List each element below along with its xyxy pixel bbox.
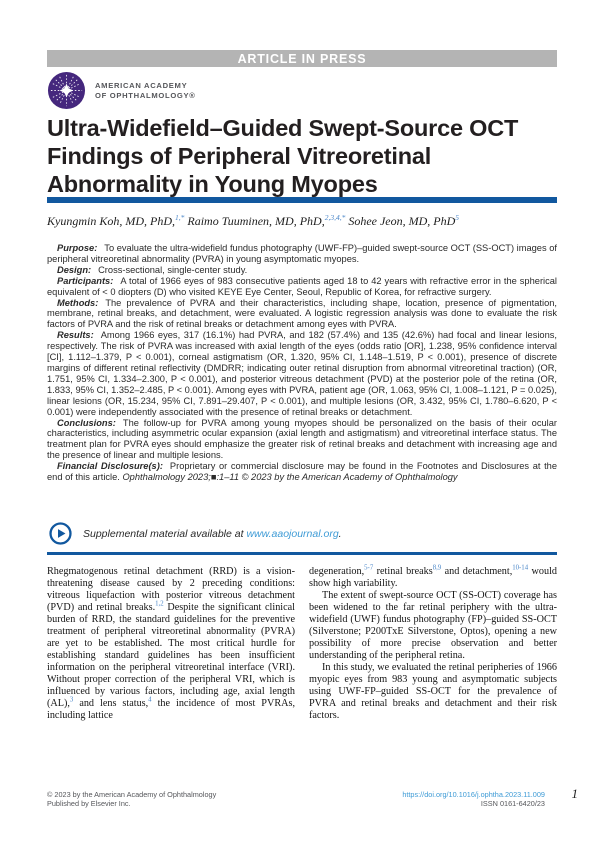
purpose-text: To evaluate the ultra-widefield fundus photography (UWF-FP)–guided swept-source OCT (SS-OCT) images of peripheral vitreoretinal abnormality (PVRA) in young asymptomatic myopes. <box>47 243 557 264</box>
citation-ref: 3 <box>69 696 74 704</box>
abstract-design <box>47 265 557 276</box>
abstract-purpose <box>47 243 557 265</box>
body-paragraph: Rhegmatogenous retinal detachment (RRD) is a vision-threatening disease caused by 2 preceding conditions: vitreous liquefaction with posterior vitreous detachment (PVD) and retinal breaks.$^{1,2}$ Despite the significant clinical burden of RRD, the standard guidelines for the preventive treatment of peripheral vitreoretinal abnormality (PVRA) are yet to be established. The most critical hurdle for establishing standard guidelines has been insufficient information on the peripheral vitreoretinal interface (VRI). Without proper correction of the peripheral VRI, which is influenced by various factors, including age, axial length (AL),$^3$ and lens status,$^4$ the incidence of most PVRAs, including lattice <box>47 566 295 721</box>
financial-text: Proprietary or commercial disclosure may be found in the Footnotes and Disclosures at the end of this article. Ophthalmology 2023;■:1–11 © 2023 by the American Academy of Ophthalmology <box>47 461 557 483</box>
results-text: Among 1966 eyes, 317 (16.1%) had PVRA, and 182 (57.4%) and 135 (42.6%) had focal and linear lesions, respectively. The risk of PVRA was increased with axial length of the eyes (odds ratio [OR], 1.238, 95% confidence interval [CI], 1.112–1.379, P < 0.001), corneal astigmatism (OR, 1.320, 95% CI, 1.148–1.519, P < 0.001), presence of discrete margins of different retinal reflectivity (DMDRR; indicating outer retinal disruption from abnormal vitreoretinal traction) (OR, 1.751, 95% CI, 1.334–2.300, P < 0.001), and posterior vitreous detachment (PVD) at the posterior pole of the retina (OR, 1.833, 95% CI, 1.352–2.485, P < 0.001). Among eyes with PVRA, patient age (OR, 1.063, 95% CI, 1.008–1.121, P = 0.025), linear lesions (OR, 15.234, 95% CI, 7.891–29.407, P < 0.001), and multiple lesions (OR, 3.432, 95% CI, 1.780–6.620, P < 0.001) were independently associated with the presence of retinal breaks or detachment. <box>47 330 557 417</box>
citation-ref: 4 <box>148 696 152 704</box>
logo-line1: AMERICAN ACADEMY <box>95 81 188 90</box>
citation-ref: 5 <box>455 213 460 222</box>
authors-text: Kyungmin Koh, MD, PhD,$^{1,*}$ Raimo Tuuminen, MD, PhD,$^{2,3,4,*}$ Sohee Jeon, MD, PhD$^5$ <box>47 213 460 228</box>
supplemental-link[interactable]: www.aaojournal.org <box>246 527 339 540</box>
supplemental-material-row <box>49 522 342 545</box>
body-columns <box>47 566 557 722</box>
title-line-3: Abnormality in Young Myopes <box>47 171 378 198</box>
participants-label: Participants: <box>57 275 114 286</box>
financial-label: Financial Disclosure(s): <box>57 461 163 472</box>
abstract-participants <box>47 276 557 298</box>
supplemental-suffix: . <box>338 527 342 540</box>
banner-label: ARTICLE IN PRESS <box>237 51 367 66</box>
copyright-line1: © 2023 by the American Academy of Ophthalmology <box>47 790 217 799</box>
title-rule <box>47 197 557 203</box>
citation-ref: 10-14 <box>512 564 529 572</box>
methods-text: The prevalence of PVRA and their characteristics, including shape, location, presence of pigmentation, membrane, retinal breaks, and detachment, were evaluated. A logistic regression analysis was done to evaluate the risk factors of PVRA and the risk of retinal breaks or detachment among eyes with PVRA. <box>47 297 557 330</box>
citation-ref: 8,9 <box>432 564 442 572</box>
purpose-label: Purpose: <box>57 243 98 253</box>
right-column <box>309 566 557 722</box>
play-icon[interactable] <box>49 522 72 545</box>
citation-ref: 5-7 <box>364 564 374 572</box>
participants-text: A total of 1966 eyes of 983 consecutive patients aged 18 to 42 years with refractive error in the spherical equivalent of < 0 diopters (D) who visited KEYE Eye Center, Seoul, Republic of Korea, for refractive surgery. <box>47 275 557 297</box>
doi-link[interactable]: https://doi.org/10.1016/j.ophtha.2023.11.009 <box>402 790 545 799</box>
supplemental-prefix: Supplemental material available at <box>83 527 247 540</box>
body-paragraph: The extent of swept-source OCT (SS-OCT) coverage has been widened to the far retinal periphery with the ultra-widefield (UWF) fundus photography (FP)–guided SS-OCT (Silverstone; P200TxE Silverstone, Optos), opening a new possibility of more precise observation and better understanding of the peripheral retina. <box>309 590 557 661</box>
methods-label: Methods: <box>57 297 99 308</box>
citation-ref: 2,3,4,* <box>324 213 346 222</box>
page-number: 1 <box>571 786 578 801</box>
abstract-conclusions <box>47 418 557 462</box>
abstract-financial-disclosure <box>47 461 557 483</box>
article-title <box>47 114 562 199</box>
copyright-line2: Published by Elsevier Inc. <box>47 799 131 809</box>
publisher-logo <box>47 71 196 110</box>
title-line-1: Ultra-Widefield–Guided Swept-Source OCT <box>47 115 519 141</box>
logo-line2: OF OPHTHALMOLOGY® <box>95 90 196 100</box>
aao-logo-text <box>95 81 196 100</box>
aao-logo-icon <box>47 71 86 110</box>
author-line <box>47 214 557 229</box>
abstract-results <box>47 330 557 417</box>
article-in-press-banner <box>47 50 557 67</box>
citation-ref: 1,2 <box>155 600 164 608</box>
section-rule <box>47 552 557 555</box>
italic-text: Ophthalmology 2023;■:1–11 © 2023 by the American Academy of Ophthalmology <box>122 472 458 483</box>
conclusions-label: Conclusions: <box>57 417 116 428</box>
design-label: Design: <box>57 264 92 275</box>
body-paragraph: degeneration,$^{5-7}$ retinal breaks$^{8,9}$ and detachment,$^{10-14}$ would show high variability. <box>309 564 558 589</box>
abstract <box>47 243 557 483</box>
results-label: Results: <box>57 330 94 341</box>
left-column <box>47 566 295 722</box>
citation-ref: 1,* <box>175 213 185 222</box>
supplemental-text <box>83 528 342 540</box>
issn-text: ISSN 0161-6420/23 <box>480 799 545 809</box>
body-paragraph: In this study, we evaluated the retinal peripheries of 1966 myopic eyes from 983 young and asymptomatic subjects using UWF-FP–guided SS-OCT for the prevalence of PVRA and retinal breaks and detachment and their risk factors. <box>309 662 557 721</box>
title-line-2: Findings of Peripheral Vitreoretinal <box>47 143 432 170</box>
abstract-methods <box>47 298 557 331</box>
design-text: Cross-sectional, single-center study. <box>98 264 248 275</box>
conclusions-text: The follow-up for PVRA among young myopes should be personalized on the basis of their ocular characteristics, including asymmetric ocular expansion (axial length and astigmatism) and vitreoretinal interface status. The treatment plan for PVRA eyes should emphasize the greater risk of retinal breaks and detachment with increasing age and the presence of linear and multiple lesions. <box>47 417 557 461</box>
footer-copyright <box>47 790 216 809</box>
footer-citation <box>402 790 545 809</box>
